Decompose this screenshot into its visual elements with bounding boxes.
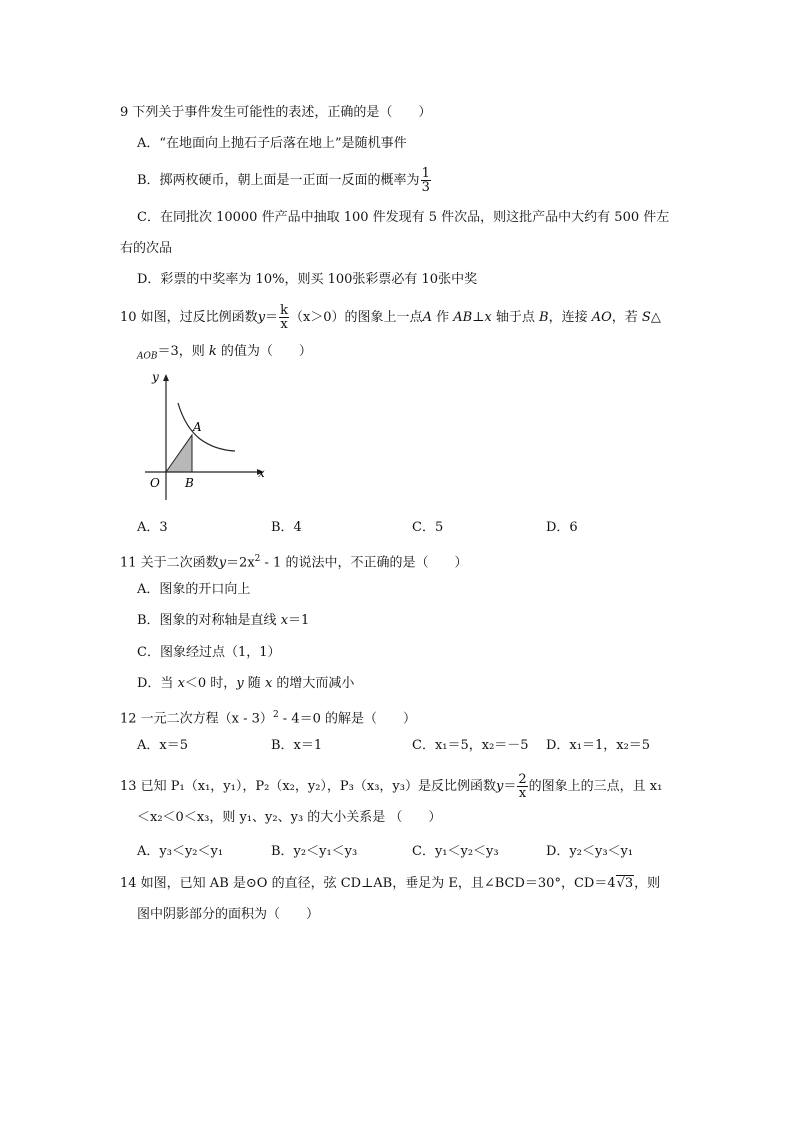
- fraction-one-third: $\frac{1}{3}$: [421, 166, 430, 195]
- q11-option-a: A．图象的开口向上: [137, 582, 251, 597]
- q11-stem: 11 关于二次函数$y=2x^2 - 1$ 的说法中，不正确的是（ ）: [120, 554, 468, 571]
- sqrt-three: √3: [616, 876, 634, 891]
- q10-figure: [140, 365, 270, 505]
- y-axis-arrow-icon: [163, 374, 169, 381]
- q12-option-a: A．x＝5: [137, 738, 188, 753]
- q10-option-a: A．3: [137, 520, 168, 535]
- q13-option-c: C．y₁＜y₂＜y₃: [412, 844, 499, 859]
- q13-option-d: D．y₂＜y₃＜y₁: [546, 844, 634, 859]
- q9-option-d: D．彩票的中奖率为 10%，则买 100张彩票必有 10张中奖: [137, 272, 478, 287]
- q10-stem-line1: 10 如图，过反比例函数y＝ $\frac{k}{x}$ （x＞0）的图象上一点A 作 AB⊥x 轴于点 B，连接 AO，若 S△: [120, 303, 661, 332]
- q9-option-b-text: B．掷两枚硬币，朝上面是一正面一反面的概率为: [137, 173, 420, 188]
- shaded-triangle: [166, 435, 192, 472]
- q11-option-b: B．图象的对称轴是直线 x＝1: [137, 613, 310, 628]
- q11-option-c: C．图象经过点（1，1）: [137, 645, 281, 660]
- q9-option-c-line1: C．在同批次 10000 件产品中抽取 100 件发现有 5 件次品，则这批产品中大约有 500 件左: [137, 210, 670, 225]
- q9-stem: 9 下列关于事件发生可能性的表述，正确的是（ ）: [120, 105, 432, 120]
- fig-label-b: B: [185, 476, 194, 490]
- q10-stem-line2: $_{AOB}$＝3，则 k 的值为（ ）: [137, 344, 312, 362]
- fig-label-x: x: [258, 466, 265, 480]
- fig-label-y: y: [152, 370, 159, 384]
- q13-option-b: B．y₂＜y₁＜y₃: [271, 844, 358, 859]
- q13-stem-line2: ＜x₂＜0＜x₃，则 y₁、y₂、y₃ 的大小关系是 （ ）: [137, 810, 442, 825]
- q10-option-b: B．4: [271, 520, 302, 535]
- fig-label-o: O: [150, 476, 160, 490]
- q12-option-d: D．x₁＝1，x₂＝5: [546, 738, 651, 753]
- q13-stem-line1: 13 已知 P₁（x₁，y₁），P₂（x₂，y₂），P₃（x₃，y₃）是反比例函数y＝ $\frac{2}{x}$ 的图象上的三点，且 x₁: [120, 772, 663, 801]
- q9-option-b: [137, 167, 432, 194]
- q10-option-d: D．6: [546, 520, 578, 535]
- q9-option-a: A．“在地面向上抛石子后落在地上”是随机事件: [137, 136, 407, 151]
- q14-stem-line2: 图中阴影部分的面积为（ ）: [137, 907, 320, 922]
- fig-label-a: A: [193, 420, 202, 434]
- q12-option-b: B．x＝1: [271, 738, 323, 753]
- q10-option-c: C．5: [412, 520, 444, 535]
- q11-option-d: D．当 x＜0 时，y 随 x 的增大而减小: [137, 676, 355, 691]
- q12-option-c: C．x₁＝5，x₂＝－5: [412, 738, 529, 753]
- q13-option-a: A．y₃＜y₂＜y₁: [137, 844, 224, 859]
- q14-stem-line1: 14 如图，已知 AB 是⊙O 的直径，弦 CD⊥AB，垂足为 E，且∠BCD＝30°，CD＝4√3，则: [120, 876, 661, 891]
- q9-option-c-line2: 右的次品: [120, 241, 173, 256]
- q12-stem: 12 一元二次方程（x - 3）$^2$ - 4＝0 的解是（ ）: [120, 710, 417, 727]
